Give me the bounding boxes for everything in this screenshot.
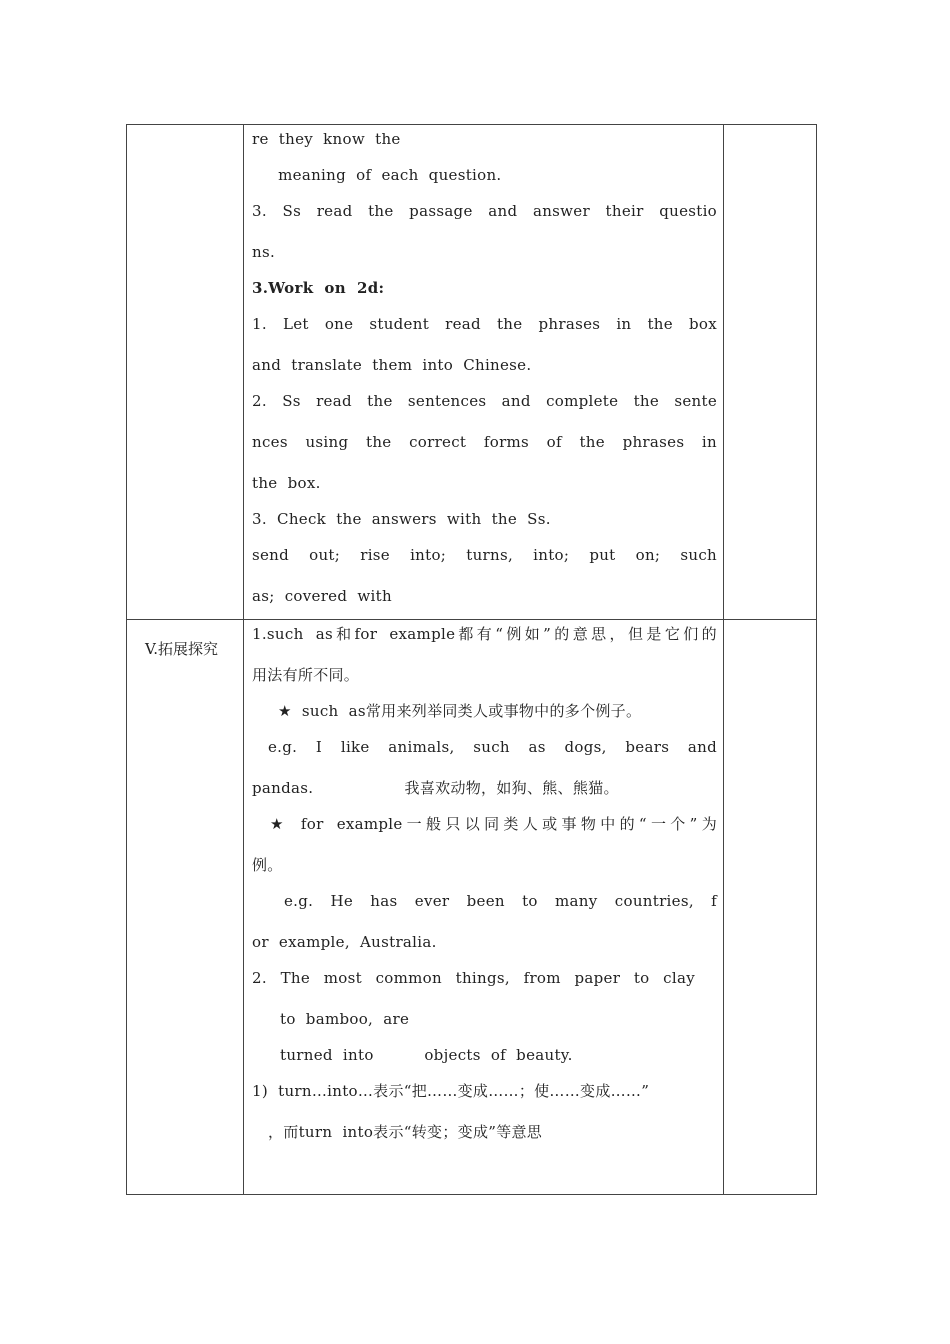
activity-cell [244,620,724,1195]
stage-cell [127,620,244,1195]
text-line: turned into objects of beauty. [280,1046,573,1064]
text-line: 3. Check the answers with the Ss. [252,510,551,528]
text-line: 1.such as和for example都有“例如”的意思，但是它们的 [252,625,717,643]
lesson-table [126,124,817,1195]
text-line: send out; rise into; turns, into; put on; such [252,546,717,564]
text-line: e.g. He has ever been to many countries, f [284,892,717,910]
notes-cell [724,125,817,620]
text-line: 例。 [252,856,283,874]
text-line: e.g. I like animals, such as dogs, bears and [268,738,717,756]
stage-cell [127,125,244,620]
text-line: and translate them into Chinese. [252,356,532,374]
section-label: V.拓展探究 [145,640,218,658]
text-line: or example, Australia. [252,933,437,951]
text-line: 2. Ss read the sentences and complete the sente [252,392,717,410]
table-row [127,620,817,1195]
text-line: 1) turn…into…表示“把……变成……；使……变成……” [252,1082,650,1100]
text-line: pandas. 我喜欢动物，如狗、熊、熊猫。 [252,779,619,797]
text-line: ★ such as常用来列举同类人或事物中的多个例子。 [278,702,642,720]
text-line: as; covered with [252,587,392,605]
text-line: nces using the correct forms of the phrases in [252,433,717,451]
text-line: 3. Ss read the passage and answer their questio [252,202,717,220]
text-line: ns. [252,243,276,261]
text-line: 2. The most common things, from paper to clay [252,969,695,987]
text-line: re they know the [252,130,401,148]
text-line: 用法有所不同。 [252,666,360,684]
notes-cell [724,620,817,1195]
text-line: meaning of each question. [268,166,502,184]
section-heading: 3.Work on 2d: [252,279,385,297]
text-line: ，而turn into表示“转变；变成”等意思 [268,1123,543,1141]
text-line: to bamboo, are [280,1010,410,1028]
text-line: 1. Let one student read the phrases in the box [252,315,717,333]
table-row [127,125,817,620]
text-line: the box. [252,474,321,492]
activity-cell [244,125,724,620]
text-line: ★ for example一般只以同类人或事物中的“一个”为 [270,815,717,833]
